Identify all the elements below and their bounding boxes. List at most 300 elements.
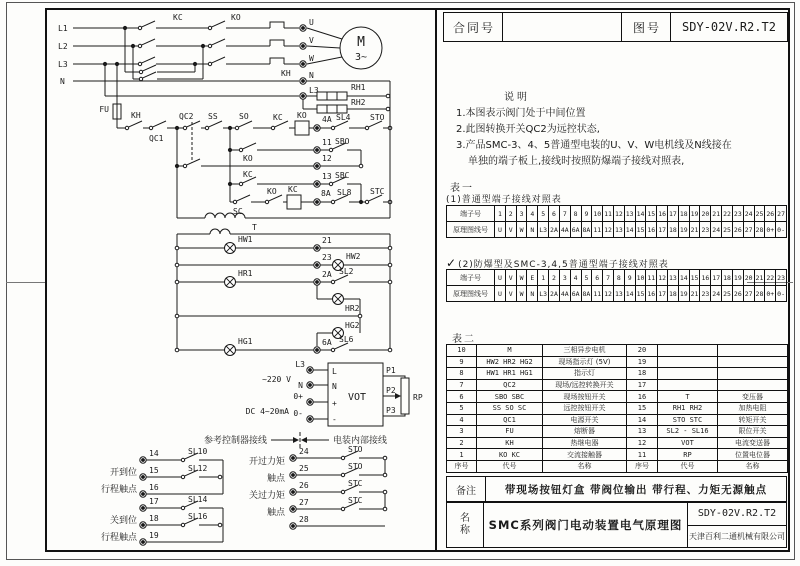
table-cell: L3 [538,286,549,302]
name-label-char: 称 [460,525,470,536]
table-cell: 名称 [543,461,627,473]
label-16: 16 [149,483,159,492]
terminal-table-normal [446,192,787,238]
lamp-hg1 [225,345,236,356]
table-cell: 17 [668,206,679,222]
name-label-char: 名 [460,513,470,524]
panel-divider [435,8,437,550]
table-cell: 13 [614,286,625,302]
label-kh-contact: KH [131,111,141,120]
table-cell: 现场指示灯 (5V) [543,357,627,369]
terminal-14 [140,457,146,463]
table2-row2-header: 原理图线号 [447,286,495,302]
table-cell: 16 [657,206,668,222]
terminal-n [300,78,306,84]
table-cell: 19 [733,270,744,286]
label-sl12: SL12 [188,464,208,473]
table2-title: (2)防爆型及SMC-3,4,5普通型端子接线对照表 [458,260,669,270]
table-cell: 18 [679,206,690,222]
table-cell: KH [477,438,543,450]
note-line: 单独的端子板上,接线时按照防爆端子接线对照表, [468,156,685,167]
table-cell: 5 [447,403,477,415]
table-cell: 26 [733,222,744,238]
table-cell: V [506,270,517,286]
table-cell: SBO SBC [477,391,543,403]
table-cell: 4 [447,415,477,427]
label-stc: STC [370,187,385,196]
table-cell: 10 [636,270,647,286]
table-cell: 14 [625,286,636,302]
label-sc: SC [233,207,243,216]
table1-title: (1)普通型端子接线对照表 [446,195,562,205]
resistor-rh1 [317,92,347,100]
remark-label: 备注 [447,477,486,501]
terminal-table-explosionproof [446,256,787,302]
label-rh1: RH1 [351,83,366,92]
label-220v: ~220 V [262,375,291,384]
table-cell: 19 [679,222,690,238]
contract-no-label: 合同号 [443,12,505,42]
table-cell: 8 [614,270,625,286]
label-sto-24: STO [348,445,363,454]
label-13: 13 [322,172,332,181]
table-cell: 代号 [477,461,543,473]
table-cell: 28 [755,286,766,302]
company-name: 天津百利二通机械有限公司 [689,531,785,541]
label-8a: 8A [321,189,331,198]
label-sl2: SL2 [339,267,354,276]
table-cell: W [517,286,528,302]
label-ref-wiring: 参考控制器接线 [203,436,267,446]
label-ko-contactor: KO [231,13,241,22]
table-cell: 6 [447,391,477,403]
table-cell: 14 [636,206,647,222]
table-cell: 16 [700,270,711,286]
table-cell: 25 [755,206,766,222]
table-cell: 11 [627,449,658,461]
terminal-u [300,25,306,31]
table-cell: 转矩开关 [718,415,788,427]
component-table [446,344,788,473]
drawing-no-label: 图号 [621,12,673,42]
table-cell: 9 [582,206,593,222]
table2-title-line [446,256,787,269]
label-21: 21 [322,236,332,245]
label-sto-25: STO [348,462,363,471]
table-cell: 12 [627,438,658,450]
table-cell: 指示灯 [543,368,627,380]
table-cell: 2 [549,270,560,286]
table-cell: U [495,270,506,286]
circuit-schematic [45,8,435,550]
label-sl10: SL10 [188,447,208,456]
label-open-pos: 开到位 [109,468,137,478]
terminal-19 [140,539,146,545]
table-cell: 11 [603,206,614,222]
table-cell: 3 [560,270,571,286]
table-cell: 交流接触器 [543,449,627,461]
table-cell: 13 [627,426,658,438]
label-stc-26: STC [348,479,363,488]
label-l3: L3 [58,60,68,69]
table-cell: N [527,286,538,302]
table-cell: 14 [625,222,636,238]
table-cell: 1 [495,206,506,222]
terminal-12 [314,163,320,169]
name-label [447,503,484,547]
label-hg2: HG2 [345,321,360,330]
table-cell: 24 [711,286,722,302]
label-19: 19 [149,531,159,540]
resistor-rh2 [317,105,347,113]
label-sl4: SL4 [336,113,351,122]
table-cell [718,368,788,380]
table-cell: 2A [549,222,560,238]
table-cell: U [495,286,506,302]
table-cell: 9 [447,357,477,369]
table-cell: 8 [447,368,477,380]
table-cell: 2 [447,438,477,450]
terminal-15 [140,474,146,480]
table-cell: 现场按钮开关 [543,391,627,403]
table-cell [658,368,718,380]
table-cell: 三相异步电机 [543,345,627,357]
table-cell: 19 [679,286,690,302]
table-cell [658,380,718,392]
table-cell: 15 [627,403,658,415]
label-hr2: HR2 [345,304,360,313]
terminal-28 [290,523,296,529]
label-15: 15 [149,466,159,475]
label-kc-nc: KC [273,113,283,122]
label-sto: STO [370,113,385,122]
note-line: 2.此图转换开关QC2为远控状态, [456,124,600,135]
table-cell: 22 [765,270,776,286]
table1-grid [446,205,787,238]
table-cell: U [495,222,506,238]
table-cell: 12 [603,286,614,302]
table-cell: KO KC [477,449,543,461]
table-cell: RP [658,449,718,461]
label-dc420: DC 4~20mA [245,407,289,416]
label-vot: VOT [347,392,367,403]
table-cell: E [527,270,538,286]
table-cell: 13 [668,270,679,286]
table-cell: 22 [722,206,733,222]
motor-symbol [340,27,382,69]
terminal-0plus [307,399,313,405]
terminal-24 [290,455,296,461]
table-cell: 16 [646,286,657,302]
table-cell: 12 [614,206,625,222]
lamp-hr2 [333,294,344,305]
table-cell: 13 [614,222,625,238]
terminal-23 [314,262,320,268]
table-cell [718,380,788,392]
note-line: 1.本图表示阀门处于中间位置 [456,108,586,119]
terminal-21 [314,245,320,251]
table-cell: 17 [657,286,668,302]
table-cell: 21 [690,222,701,238]
table-cell: 23 [700,222,711,238]
table-cell: 15 [646,206,657,222]
table-cell: 4 [527,206,538,222]
table-cell: 20 [700,206,711,222]
label-23: 23 [322,253,332,262]
table-cell: N [527,222,538,238]
label-sl16: SL16 [188,512,208,521]
table-cell: 7 [603,270,614,286]
table3-section-label: 表二 [452,334,476,345]
coil-kc [287,195,301,209]
table-cell: 15 [636,222,647,238]
table-cell: 23 [700,286,711,302]
potentiometer-rp [401,378,409,414]
title-block [446,502,787,548]
label-motor-3ph: 3~ [354,52,368,63]
table-cell: 20 [744,270,755,286]
table-cell: 熔断器 [543,426,627,438]
label-u: U [309,18,314,27]
terminal-16 [140,491,146,497]
label-qc1: QC1 [149,134,164,143]
table-cell: 17 [627,380,658,392]
table-cell: 19 [690,206,701,222]
terminal-2a [314,279,320,285]
drawing-no: SDY-02V.R2.T2 [688,503,786,526]
label-stc-27: STC [348,496,363,505]
table-cell: 加热电阻 [718,403,788,415]
table-cell: 电源开关 [543,415,627,427]
thermal-overload-symbol [270,22,299,78]
terminal-w [300,61,306,67]
terminal-4a [314,125,320,131]
label-p1: P1 [386,366,396,375]
label-kc-contactor: KC [173,13,183,22]
table-cell: 23 [733,206,744,222]
table-cell: 21 [690,286,701,302]
table-cell: QC2 [477,380,543,392]
table-cell: 1 [447,449,477,461]
table-cell: 6 [592,270,603,286]
terminal-17 [140,505,146,511]
control-circuit [99,62,391,218]
table-cell: STO STC [658,415,718,427]
table-cell: SL2 - SL16 [658,426,718,438]
table2-row1-header: 端子号 [447,270,495,286]
remark-row [446,476,787,502]
table-cell: 25 [722,222,733,238]
label-travel-contact2: 行程触点 [100,533,137,543]
label-12: 12 [322,154,332,163]
label-14: 14 [149,449,159,458]
title-block-right [688,503,786,547]
table-cell: W [517,270,528,286]
label-motor-m: M [357,35,365,50]
notes-block [456,90,786,170]
table-cell: 电流变送器 [718,438,788,450]
label-rp: RP [413,393,423,402]
table-cell: 0+ [765,286,776,302]
table-cell: 2 [506,206,517,222]
table-cell: 7 [560,206,571,222]
table-cell: 26 [765,206,776,222]
table1-row2-header: 原理图线号 [447,222,495,238]
label-travel-contact: 行程触点 [100,485,137,495]
terminal-26 [290,489,296,495]
coil-ko [295,121,309,135]
table-cell: 8A [582,222,593,238]
label-ko-aux: KO [243,154,253,163]
table-cell: 名称 [718,461,788,473]
table-cell: L3 [538,222,549,238]
table1-section-label: 表一 [450,183,474,194]
terminal-6a [314,347,320,353]
label-0minus: 0- [293,409,303,418]
lamp-hw1 [225,243,236,254]
table-cell: 15 [690,270,701,286]
label-contact: 触点 [266,474,285,484]
label-rh2: RH2 [351,98,366,107]
terminal-18 [140,522,146,528]
center-mark-left [6,282,45,283]
table-cell: 6A [571,222,582,238]
table-cell: 15 [636,286,647,302]
table-cell: 24 [744,206,755,222]
label-25: 25 [299,464,309,473]
power-lines [58,13,390,86]
label-28: 28 [299,515,309,524]
label-ko-nc: KO [267,187,277,196]
table-cell: 18 [627,368,658,380]
table-cell: 5 [538,206,549,222]
terminal-11 [314,147,320,153]
label-ss: SS [208,112,218,121]
table-cell: 变压器 [718,391,788,403]
drawing-title: SMC系列阀门电动装置电气原理图 [484,503,688,547]
label-open-torque: 开过力矩 [248,457,285,467]
table2-grid [446,269,787,302]
vot-pin-plus: + [332,399,337,408]
terminal-13 [314,181,320,187]
label-17: 17 [149,497,159,506]
contract-no-value [502,12,624,42]
table-cell: 12 [603,222,614,238]
table-cell: 17 [711,270,722,286]
terminal-v [300,43,306,49]
label-w: W [309,54,314,63]
table-cell: W [517,222,528,238]
table-cell [718,357,788,369]
label-n-terminal: N [309,71,314,80]
label-v: V [309,36,314,45]
terminal-27 [290,506,296,512]
table-cell [658,345,718,357]
table1-row1-header: 端子号 [447,206,495,222]
label-so: SO [239,112,249,121]
table-cell: 25 [722,286,733,302]
table-cell: 代号 [658,461,718,473]
label-0plus: 0+ [293,392,303,401]
table-cell: 11 [646,270,657,286]
label-2a: 2A [322,270,332,279]
terminal-l3-heater [300,93,306,99]
table-cell: 3 [517,206,528,222]
table-cell: 4A [560,286,571,302]
table-cell: 2A [549,286,560,302]
table-cell: VOT [658,438,718,450]
table-cell: 7 [447,380,477,392]
table-cell: 21 [755,270,766,286]
table-cell: 0+ [765,222,776,238]
table-cell: 26 [733,286,744,302]
table-cell: HW2 HR2 HG2 [477,357,543,369]
table-cell: 18 [668,286,679,302]
label-l3-heater: L3 [309,86,319,95]
table-cell: 14 [679,270,690,286]
label-11: 11 [322,138,332,147]
label-sbo: SBO [335,137,350,146]
terminal-8a [314,199,320,205]
table-cell: 序号 [447,461,477,473]
label-27: 27 [299,498,309,507]
label-kc-coil: KC [288,185,298,194]
torque-contact-group [249,445,387,529]
label-ko-coil: KO [297,111,307,120]
table-cell: QC1 [477,415,543,427]
label-int-wiring: 电装内部接线 [333,436,388,446]
table-cell: 0- [776,222,787,238]
table-cell: 14 [627,415,658,427]
label-sl6: SL6 [339,335,354,344]
label-close-torque: 关过力矩 [248,491,285,501]
table-cell: 27 [744,286,755,302]
remark-text: 带现场按钮灯盒 带阀位输出 带行程、力矩无源触点 [504,483,768,496]
table-cell: 16 [646,222,657,238]
table-cell: 10 [592,206,603,222]
terminal-25 [290,472,296,478]
table-cell: T [658,391,718,403]
label-l1: L1 [58,24,68,33]
label-sl8: SL8 [337,188,352,197]
transformer-lamp-section [175,213,392,356]
table-cell: M [477,345,543,357]
label-sl14: SL14 [188,495,208,504]
table-cell: 16 [627,391,658,403]
table-cell: 27 [776,206,787,222]
vot-pin-l: L [332,367,337,376]
table-cell: 3 [447,426,477,438]
table-cell: 12 [657,270,668,286]
label-hg1: HG1 [238,337,253,346]
table-cell: 19 [627,357,658,369]
label-n-vot: N [298,381,303,390]
terminal-0minus [307,416,313,422]
label-6a: 6A [322,338,332,347]
note-line: 3.产品SMC-3、4、5普通型电装的U、V、W电机线及N线接在 [456,140,732,151]
table-cell: V [506,286,517,302]
table-cell: 27 [744,222,755,238]
table-cell: 9 [625,270,636,286]
table-cell: 6 [549,206,560,222]
label-p2: P2 [386,386,396,395]
vot-pin-n: N [332,382,337,391]
table-cell: 23 [776,270,787,286]
table-cell: 限位开关 [718,426,788,438]
label-hr1: HR1 [238,269,253,278]
drawing-no-value: SDY-02V.R2.T2 [670,12,788,42]
table-cell: 1 [538,270,549,286]
